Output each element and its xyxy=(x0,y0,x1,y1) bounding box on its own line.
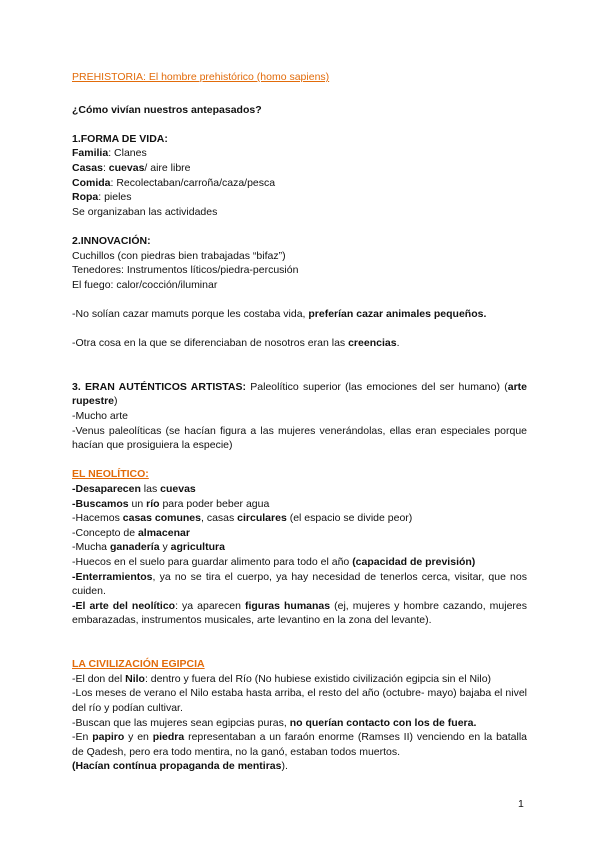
organizacion-line: Se organizaban las actividades xyxy=(72,205,218,218)
familia-line: Familia: Clanes xyxy=(72,147,147,160)
mucho-arte-line: -Mucho arte xyxy=(72,410,129,423)
neolitico-item-3: -Hacemos casas comunes, casas circulares (el espacio se divide peor) xyxy=(72,512,413,525)
neolitico-item-5: -Mucha ganadería y agricultura xyxy=(72,541,225,554)
intro-question: ¿Cómo vivían nuestros antepasados? xyxy=(72,103,262,116)
venus-paragraph: -Venus paleolíticas (se hacían figura a las mujeres venerándolas, ellas eran especiales porque hacían que prosiguiera la especie) xyxy=(72,424,527,452)
comida-line: Comida: Recolectaban/carroña/caza/pesca xyxy=(72,176,276,189)
section-3-paragraph: 3. ERAN AUTÉNTICOS ARTISTAS: Paleolítico superior (las emociones del ser humano) (arte rupestre) xyxy=(72,380,527,408)
egipto-item-4: -En papiro y en piedra representaban a un faraón enorme (Ramses II) venciendo en la batalla de Qadesh, pero era todo mentira, no la ganó, estaban todos muertos. xyxy=(72,731,528,758)
innovacion-line-2: Tenedores: Instrumentos líticos/piedra-percusión xyxy=(72,264,299,277)
neolitico-item-8: -El arte del neolítico: ya aparecen figuras humanas (ej, mujeres y hombre cazando, mujeres embarazadas, instrumentos musicales, arte levantino en la zona del levante). xyxy=(72,599,527,627)
document-body xyxy=(72,70,527,774)
neolitico-heading: EL NEOLÍTICO: xyxy=(72,468,149,481)
casas-line: Casas: cuevas/ aire libre xyxy=(72,161,191,174)
section-1-heading: 1.FORMA DE VIDA: xyxy=(72,132,168,145)
innovacion-line-1: Cuchillos (con piedras bien trabajadas “bifaz”) xyxy=(72,249,286,262)
egipto-heading: LA CIVILIZACIÓN EGIPCIA xyxy=(72,658,205,671)
neolitico-item-1: -Desaparecen las cuevas xyxy=(72,483,196,496)
document-title: PREHISTORIA: El hombre prehistórico (homo sapiens) xyxy=(72,71,330,83)
neolitico-item-7: -Enterramientos, ya no se tira el cuerpo, ya hay necesidad de tenerlos cerca, visitar, que nos cuiden. xyxy=(72,570,527,598)
innovacion-line-3: El fuego: calor/cocción/iluminar xyxy=(72,278,218,291)
neolitico-item-6: -Huecos en el suelo para guardar alimento para todo el año (capacidad de previsión) xyxy=(72,556,476,568)
egipto-item-2: -Los meses de verano el Nilo estaba hasta arriba, el resto del año (octubre- mayo) bajaba el nivel del río y podían cultivar. xyxy=(72,687,527,714)
creencias-paragraph: -Otra cosa en la que se diferenciaban de nosotros eran las creencias. xyxy=(72,337,400,350)
neolitico-item-4: -Concepto de almacenar xyxy=(72,526,190,539)
egipto-item-3: -Buscan que las mujeres sean egipcias puras, no querían contacto con los de fuera. xyxy=(72,716,477,729)
mamuts-paragraph: -No solían cazar mamuts porque les costaba vida, preferían cazar animales pequeños. xyxy=(72,307,487,320)
neolitico-item-2: -Buscamos un río para poder beber agua xyxy=(72,497,270,510)
page-number: 1 xyxy=(518,798,524,810)
egipto-item-5: (Hacían contínua propaganda de mentiras). xyxy=(72,760,288,773)
ropa-line: Ropa: pieles xyxy=(72,191,132,204)
section-2-heading: 2.INNOVACIÓN: xyxy=(72,234,151,247)
egipto-item-1: -El don del Nilo: dentro y fuera del Río (No hubiese existido civilización egipcia sin el Nilo) xyxy=(72,672,492,685)
